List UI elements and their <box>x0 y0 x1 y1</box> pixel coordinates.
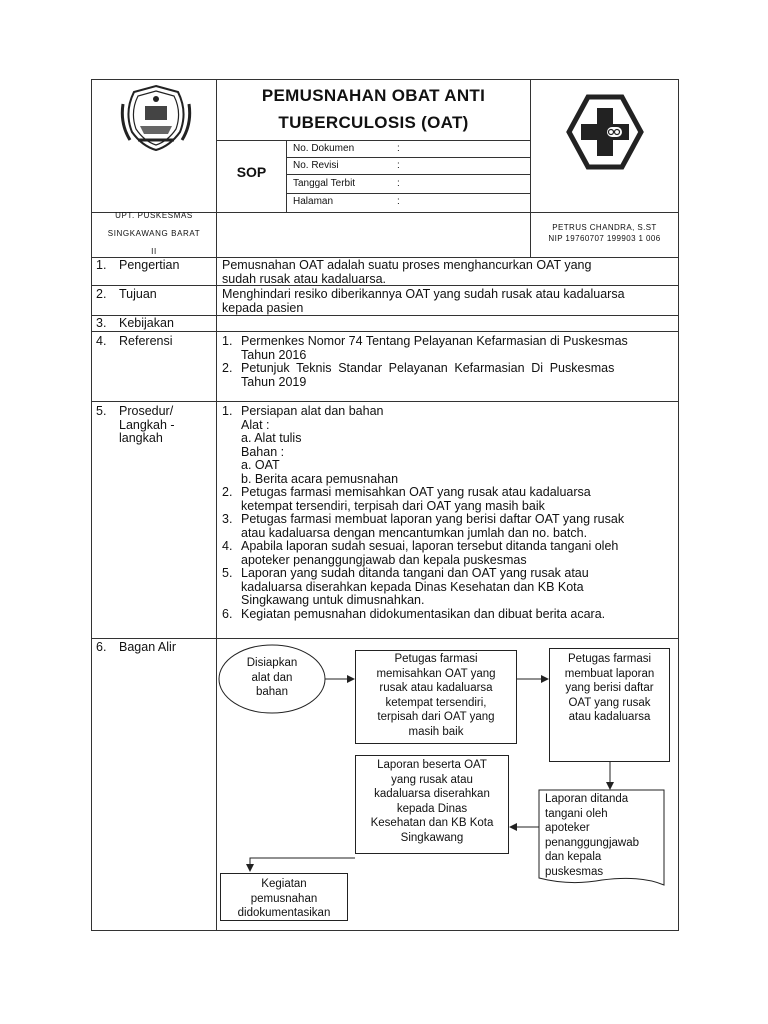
text-line: Permenkes Nomor 74 Tentang Pelayanan Kefarmasian di Puskesmas <box>241 334 628 348</box>
row-label: Tujuan <box>119 287 157 301</box>
meta-label: No. Revisi <box>293 160 339 171</box>
item-number: 1. <box>222 334 233 348</box>
flow-step-separate: Petugas farmasi memisahkan OAT yang rusak atau kadaluarsa ketempat tersendiri, terpisah dari OAT yang masih baik <box>355 650 517 744</box>
step-number: 4. <box>222 539 233 553</box>
text-line: Menghindari resiko diberikannya OAT yang sudah rusak atau kadaluarsa <box>222 287 625 301</box>
row-number: 2. <box>96 287 107 301</box>
step-text: kadaluarsa diserahkan kepada Dinas Kesehatan dan KB Kota <box>241 579 584 594</box>
label-line: Prosedur/ <box>119 404 174 418</box>
step-text: Kegiatan pemusnahan didokumentasikan dan dibuat berita acara. <box>241 606 606 621</box>
title-line-2: TUBERCULOSIS (OAT) <box>278 113 469 132</box>
org-line-2: SINGKAWANG BARAT <box>107 229 201 238</box>
text-line: kepada pasien <box>222 300 304 315</box>
row-number: 5. <box>96 404 107 418</box>
meta-value: : <box>397 143 400 154</box>
step-number: 2. <box>222 485 233 499</box>
flow-start: Disiapkan alat dan bahan <box>246 657 298 698</box>
title-line-1: PEMUSNAHAN OBAT ANTI <box>261 86 486 105</box>
meta-value: : <box>397 160 400 171</box>
row-label: Bagan Alir <box>119 640 176 654</box>
meta-label: Tanggal Terbit <box>293 178 356 189</box>
text-line: Pemusnahan OAT adalah suatu proses menghancurkan OAT yang <box>222 258 592 272</box>
step-text: Laporan yang sudah ditanda tangani dan OAT yang rusak atau <box>241 566 589 580</box>
row-label: Referensi <box>119 334 173 348</box>
row-number: 6. <box>96 640 107 654</box>
step-number: 1. <box>222 404 233 418</box>
step-text: Alat : <box>241 417 270 432</box>
sop-label: SOP <box>236 164 267 180</box>
step-text: Persiapan alat dan bahan <box>241 404 384 418</box>
step-number: 6. <box>222 606 233 621</box>
text-line: sudah rusak atau kadaluarsa. <box>222 271 386 286</box>
flow-step-handover: Laporan beserta OAT yang rusak atau kadaluarsa diserahkan kepada Dinas Kesehatan dan KB Kota Singkawang <box>355 755 509 854</box>
row-number: 4. <box>96 334 107 348</box>
row-number: 3. <box>96 316 107 330</box>
label-line: Langkah - <box>119 417 175 432</box>
step-text: Petugas farmasi memisahkan OAT yang rusak atau kadaluarsa <box>241 485 591 499</box>
org-line-3: II <box>151 247 157 256</box>
step-text: apoteker penanggungjawab dan kepala puskesmas <box>241 552 527 567</box>
step-text: Petugas farmasi membuat laporan yang berisi daftar OAT yang rusak <box>241 512 625 526</box>
step-text: a. OAT <box>241 458 280 472</box>
row-label: Pengertian <box>119 258 180 272</box>
row-number: 1. <box>96 258 107 272</box>
meta-value: : <box>397 196 400 207</box>
org-line-1: UPT. PUSKESMAS <box>115 211 193 220</box>
text-line: Tahun 2016 <box>241 347 307 362</box>
flow-step-report: Petugas farmasi membuat laporan yang berisi daftar OAT yang rusak atau kadaluarsa <box>549 648 670 762</box>
text-line: Tahun 2019 <box>241 374 307 389</box>
item-number: 2. <box>222 361 233 375</box>
text-line: Petunjuk Teknis Standar Pelayanan Kefarmasian Di Puskesmas <box>241 361 615 375</box>
meta-label: No. Dokumen <box>293 143 355 154</box>
step-number: 3. <box>222 512 233 526</box>
step-text: Singkawang untuk dimusnahkan. <box>241 593 425 607</box>
step-number: 5. <box>222 566 233 580</box>
meta-value: : <box>397 178 400 189</box>
flow-end: Kegiatan pemusnahan didokumentasikan <box>220 873 348 921</box>
step-text: ketempat tersendiri, terpisah dari OAT yang masih baik <box>241 498 545 513</box>
label-line: langkah <box>119 431 163 445</box>
signer-nip: NIP 19760707 199903 1 006 <box>548 234 661 243</box>
flow-arrow <box>250 858 355 871</box>
step-text: Bahan : <box>241 444 285 459</box>
step-text: atau kadaluarsa dengan mencantumkan jumlah dan no. batch. <box>241 525 588 540</box>
signer-name: PETRUS CHANDRA, S.ST <box>552 223 657 232</box>
step-text: b. Berita acara pemusnahan <box>241 471 399 486</box>
flow-step-signed: Laporan ditanda tangani oleh apoteker penanggungjawab dan kepala puskesmas <box>545 793 640 878</box>
row-label: Kebijakan <box>119 316 174 330</box>
meta-label: Halaman <box>293 196 334 207</box>
step-text: Apabila laporan sudah sesuai, laporan tersebut ditanda tangani oleh <box>241 539 619 553</box>
step-text: a. Alat tulis <box>241 431 302 445</box>
